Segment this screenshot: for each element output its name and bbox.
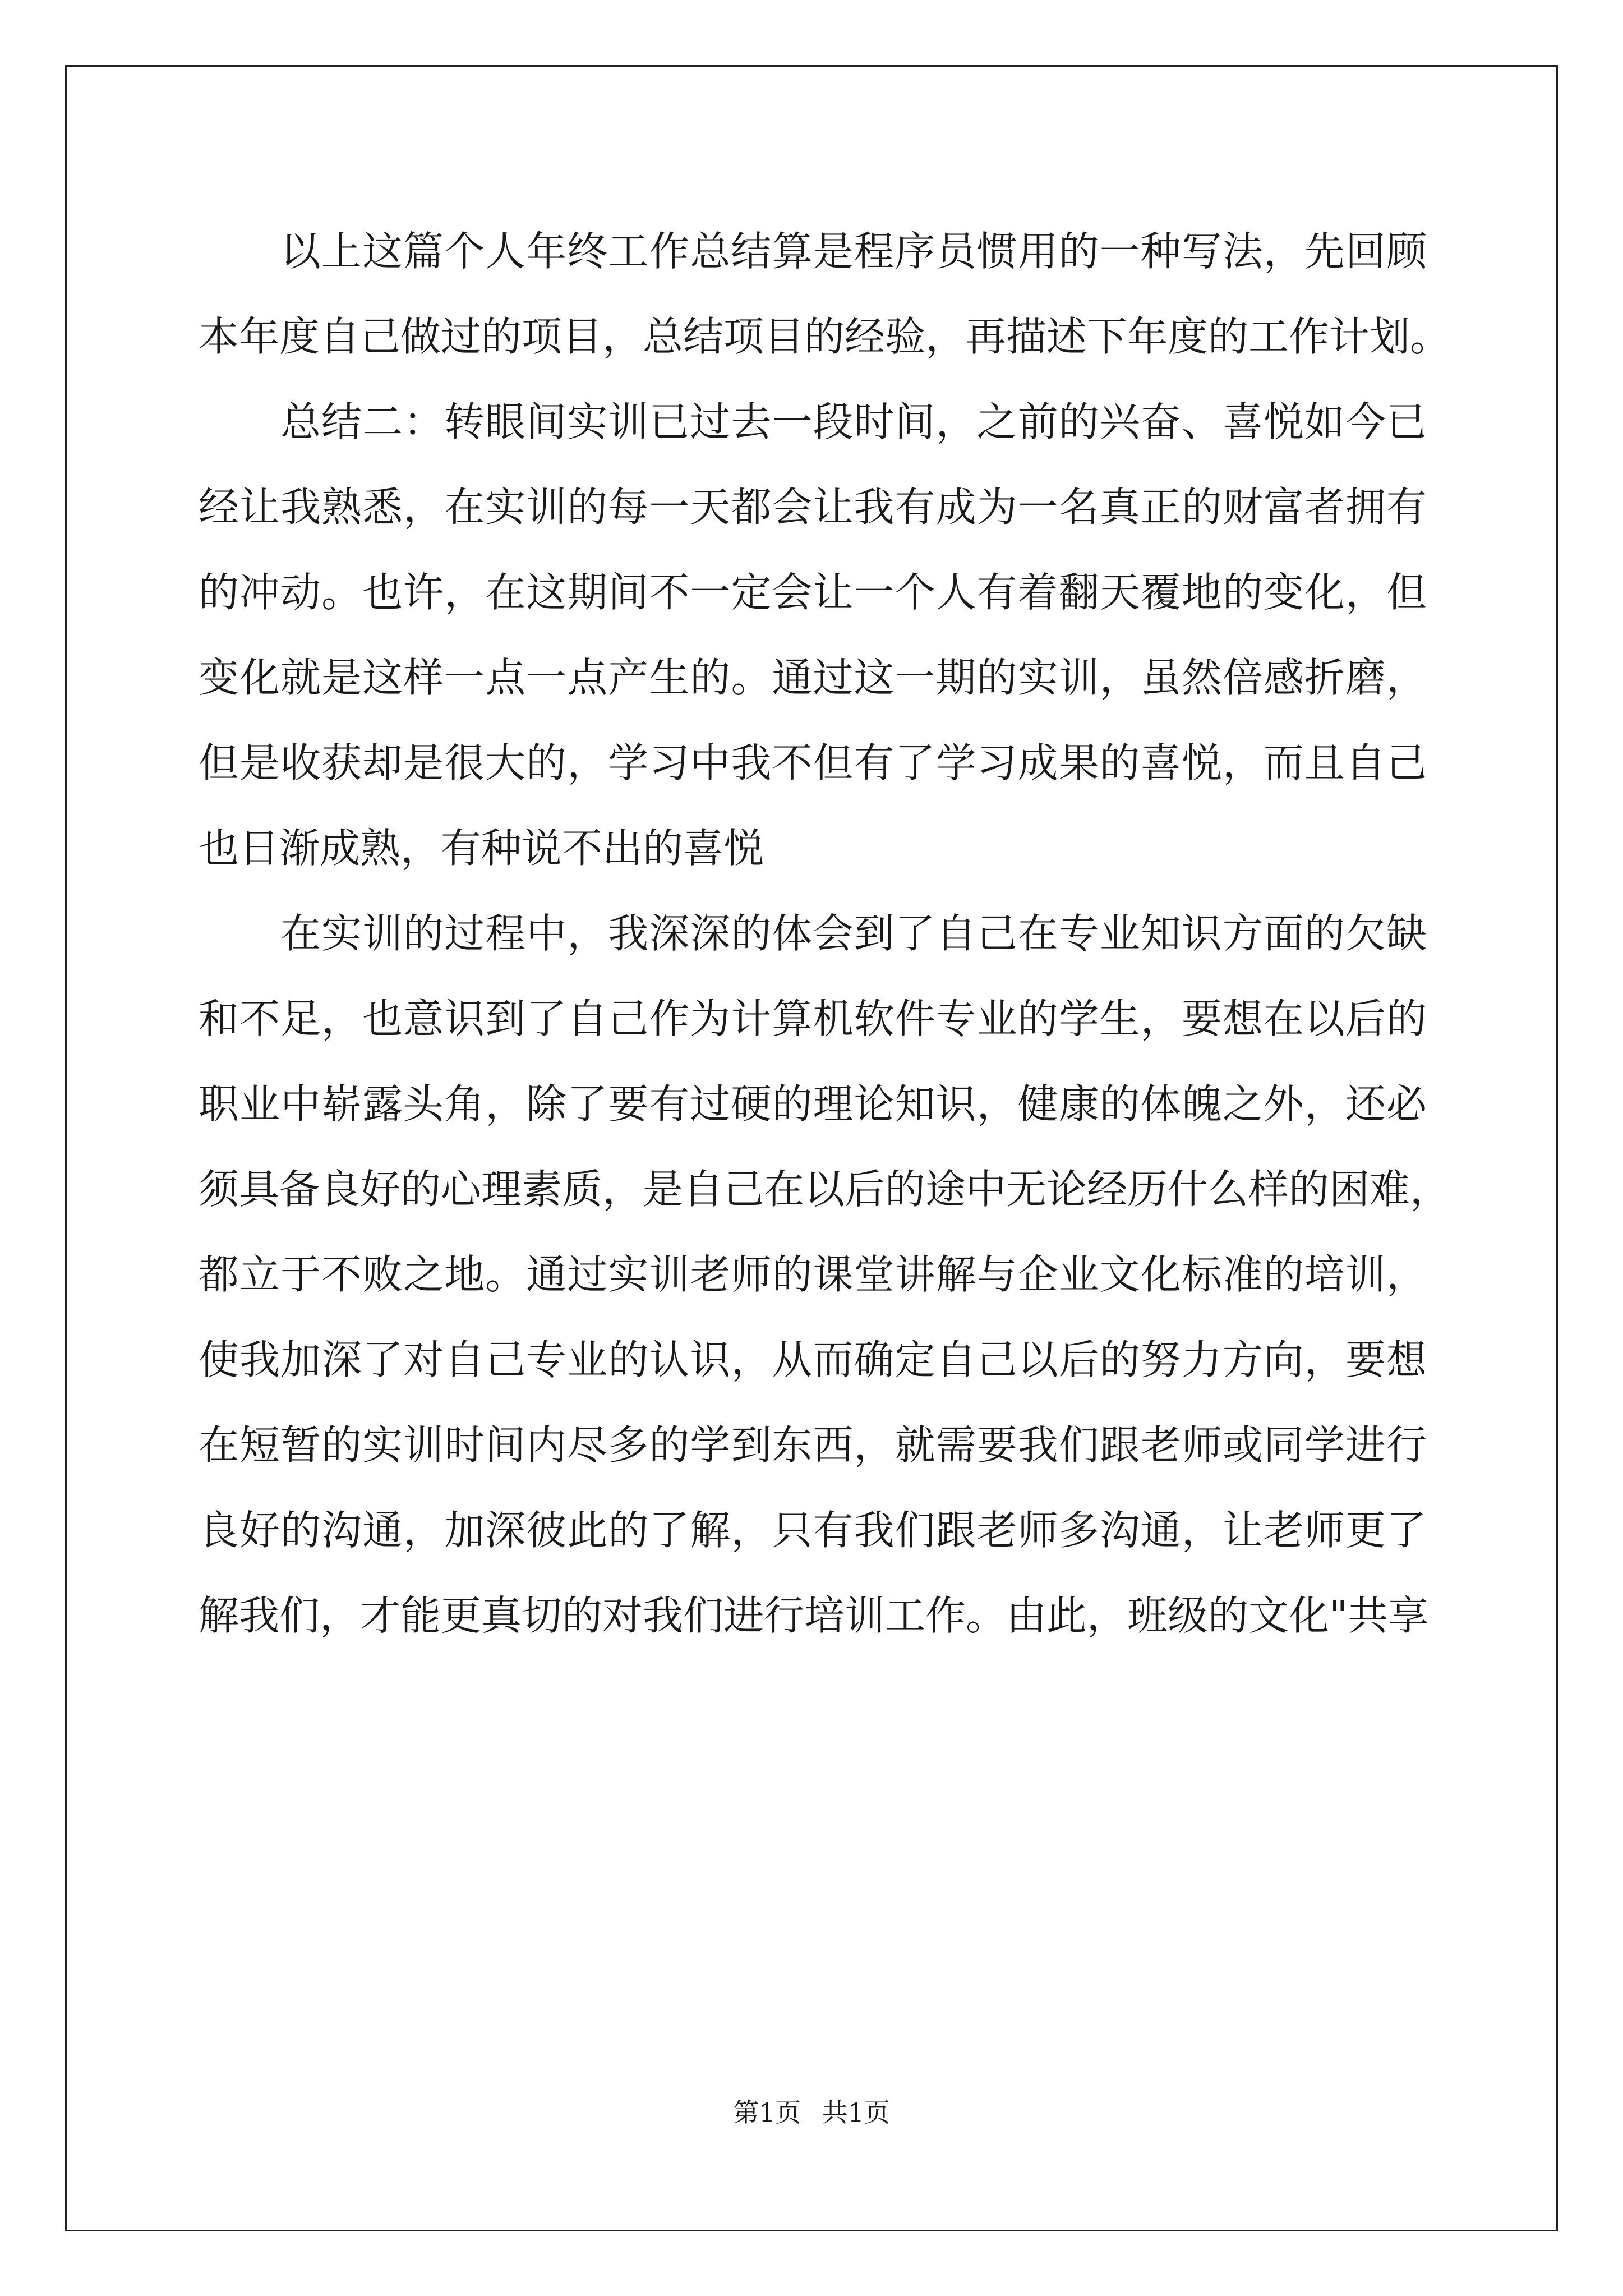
text-line: 变化就是这样一点一点产生的。通过这一期的实训，虽然倍感折磨， [199,654,1427,701]
text-line: 的冲动。也许，在这期间不一定会让一个人有着翻天覆地的变化，但 [199,569,1427,616]
text-line: 和不足，也意识到了自己作为计算机软件专业的学生，要想在以后的 [199,995,1427,1042]
text-line: 本年度自己做过的项目，总结项目的经验，再描述下年度的工作计划。 [199,313,1451,360]
text-line: 须具备良好的心理素质，是自己在以后的途中无论经历什么样的困难， [199,1166,1451,1213]
text-line: 在短暂的实训时间内尽多的学到东西，就需要我们跟老师或同学进行 [199,1421,1427,1469]
text-line: 使我加深了对自己专业的认识，从而确定自己以后的努力方向，要想 [199,1336,1427,1383]
document-body [199,219,1451,1668]
text-line: 以上这篇个人年终工作总结算是程序员惯用的一种写法，先回顾 [280,228,1427,275]
page-number: 第1页 共1页 [733,2097,890,2128]
text-line: 也日渐成熟，有种说不出的喜悦 [199,825,764,872]
text-line: 都立于不败之地。通过实训老师的课堂讲解与企业文化标准的培训， [199,1251,1427,1298]
text-line: 良好的沟通，加深彼此的了解，只有我们跟老师多沟通，让老师更了 [199,1507,1427,1554]
page-footer [0,2096,1623,2129]
text-line: 解我们，才能更真切的对我们进行培训工作。由此，班级的文化"共享 [199,1592,1429,1639]
text-line: 但是收获却是很大的，学习中我不但有了学习成果的喜悦，而且自己 [199,739,1427,786]
text-line: 职业中崭露头角，除了要有过硬的理论知识，健康的体魄之外，还必 [199,1080,1427,1128]
text-line: 经让我熟悉，在实训的每一天都会让我有成为一名真正的财富者拥有 [199,484,1427,531]
text-line: 总结二：转眼间实训已过去一段时间，之前的兴奋、喜悦如今已 [280,398,1427,445]
text-line: 在实训的过程中，我深深的体会到了自己在专业知识方面的欠缺 [280,910,1427,957]
